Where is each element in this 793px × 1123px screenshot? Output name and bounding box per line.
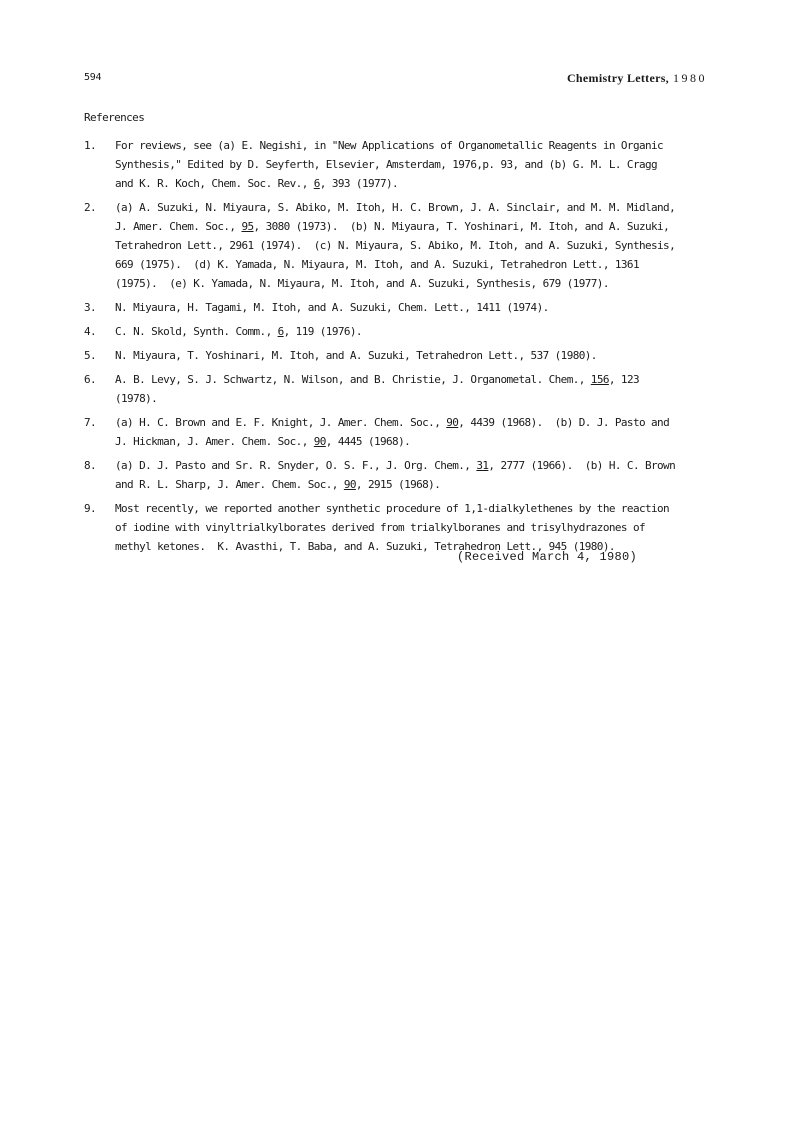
volume-number: 6: [277, 325, 284, 338]
reference-fragment: , 393 (1977).: [319, 177, 399, 190]
reference-number: 4.: [84, 325, 97, 338]
reference-fragment: (a) D. J. Pasto and Sr. R. Snyder, O. S. F., J. Org. Chem.,: [115, 459, 477, 472]
reference-fragment: , 123 (1978).: [115, 373, 639, 405]
journal-name: Chemistry Letters,: [566, 71, 669, 85]
reference-fragment: , 119 (1976).: [283, 325, 362, 338]
reference-list: [84, 136, 724, 556]
reference-text: [115, 499, 724, 556]
reference-item: [84, 413, 724, 451]
reference-text: [115, 298, 724, 317]
reference-fragment: C. N. Skold, Synth. Comm.,: [115, 325, 278, 338]
reference-item: [84, 198, 724, 293]
reference-number: 7.: [84, 416, 97, 429]
reference-fragment: (a) A. Suzuki, N. Miyaura, S. Abiko, M. Itoh, H. C. Brown, J. A. Sinclair, and M. M. Midland, J. Amer. Chem. Soc.,: [115, 201, 676, 233]
reference-number: 1.: [84, 139, 97, 152]
reference-fragment: , 3080 (1973). (b) N. Miyaura, T. Yoshinari, M. Itoh, and A. Suzuki, Tetrahedron Lett., 2961 (1974). (c) N. Miyaura, S. Abiko, M. Itoh, and A. Suzuki, Synthesis, 669 (1975). (d) K. Yamada, N. Miyaura, M. Itoh, and A. Suzuki, Tetrahedron Lett., 1361 (1975). (e) K. Yamada, N. Miyaura, M. Itoh, and A. Suzuki, Synthesis, 679 (1977).: [115, 220, 676, 290]
reference-text: [115, 346, 724, 365]
reference-number: 9.: [84, 502, 97, 515]
reference-number: 8.: [84, 459, 97, 472]
journal-running-head: [567, 71, 707, 86]
volume-number: 95: [241, 220, 254, 233]
reference-fragment: N. Miyaura, T. Yoshinari, M. Itoh, and A. Suzuki, Tetrahedron Lett., 537 (1980).: [115, 349, 597, 362]
reference-number: 6.: [84, 373, 97, 386]
reference-number: 5.: [84, 349, 97, 362]
references-section: [84, 109, 724, 561]
reference-item: [84, 346, 724, 365]
reference-fragment: , 4445 (1968).: [325, 435, 411, 448]
volume-number: 90: [446, 416, 459, 429]
reference-fragment: A. B. Levy, S. J. Schwartz, N. Wilson, and B. Christie, J. Organometal. Chem.,: [115, 373, 591, 386]
reference-fragment: For reviews, see (a) E. Negishi, in "New Applications of Organometallic Reagents in Organic Synthesis," Edited by D. Seyferth, Elsevier, Amsterdam, 1976,p. 93, and (b) G. M. L. Cragg and K. R. Koch, Chem. Soc. Rev.,: [115, 139, 664, 190]
reference-text: [115, 322, 724, 341]
volume-number: 6: [313, 177, 320, 190]
received-date: (Received March 4, 1980): [457, 550, 638, 564]
reference-text: [115, 413, 724, 451]
volume-number: 90: [343, 478, 356, 491]
page-number: 594: [84, 72, 102, 83]
volume-number: 156: [590, 373, 609, 386]
reference-text: [115, 136, 724, 193]
reference-fragment: , 2915 (1968).: [355, 478, 441, 491]
reference-item: [84, 322, 724, 341]
reference-number: 2.: [84, 201, 97, 214]
reference-item: [84, 298, 724, 317]
reference-fragment: , 4439 (1968). (b) D. J. Pasto and J. Hickman, J. Amer. Chem. Soc.,: [115, 416, 670, 448]
reference-item: [84, 499, 724, 556]
volume-number: 90: [313, 435, 326, 448]
reference-item: [84, 136, 724, 193]
reference-fragment: N. Miyaura, H. Tagami, M. Itoh, and A. Suzuki, Chem. Lett., 1411 (1974).: [115, 301, 549, 314]
reference-text: [115, 370, 724, 408]
references-heading: References: [84, 111, 145, 124]
reference-number: 3.: [84, 301, 97, 314]
volume-number: 31: [476, 459, 489, 472]
journal-year: 1980: [673, 71, 707, 85]
reference-fragment: Most recently, we reported another synthetic procedure of 1,1-dialkylethenes by the reaction of iodine with vinyltrialkylborates derived from trialkylboranes and trisylhydrazones of methyl ketones. K. Avasthi, T. Baba, and A. Suzuki, Tetrahedron Lett., 945 (1980).: [115, 502, 670, 553]
reference-item: [84, 370, 724, 408]
reference-item: [84, 456, 724, 494]
reference-fragment: , 2777 (1966). (b) H. C. Brown and R. L. Sharp, J. Amer. Chem. Soc.,: [115, 459, 676, 491]
reference-text: [115, 198, 724, 293]
reference-fragment: (a) H. C. Brown and E. F. Knight, J. Amer. Chem. Soc.,: [115, 416, 447, 429]
reference-text: [115, 456, 724, 494]
